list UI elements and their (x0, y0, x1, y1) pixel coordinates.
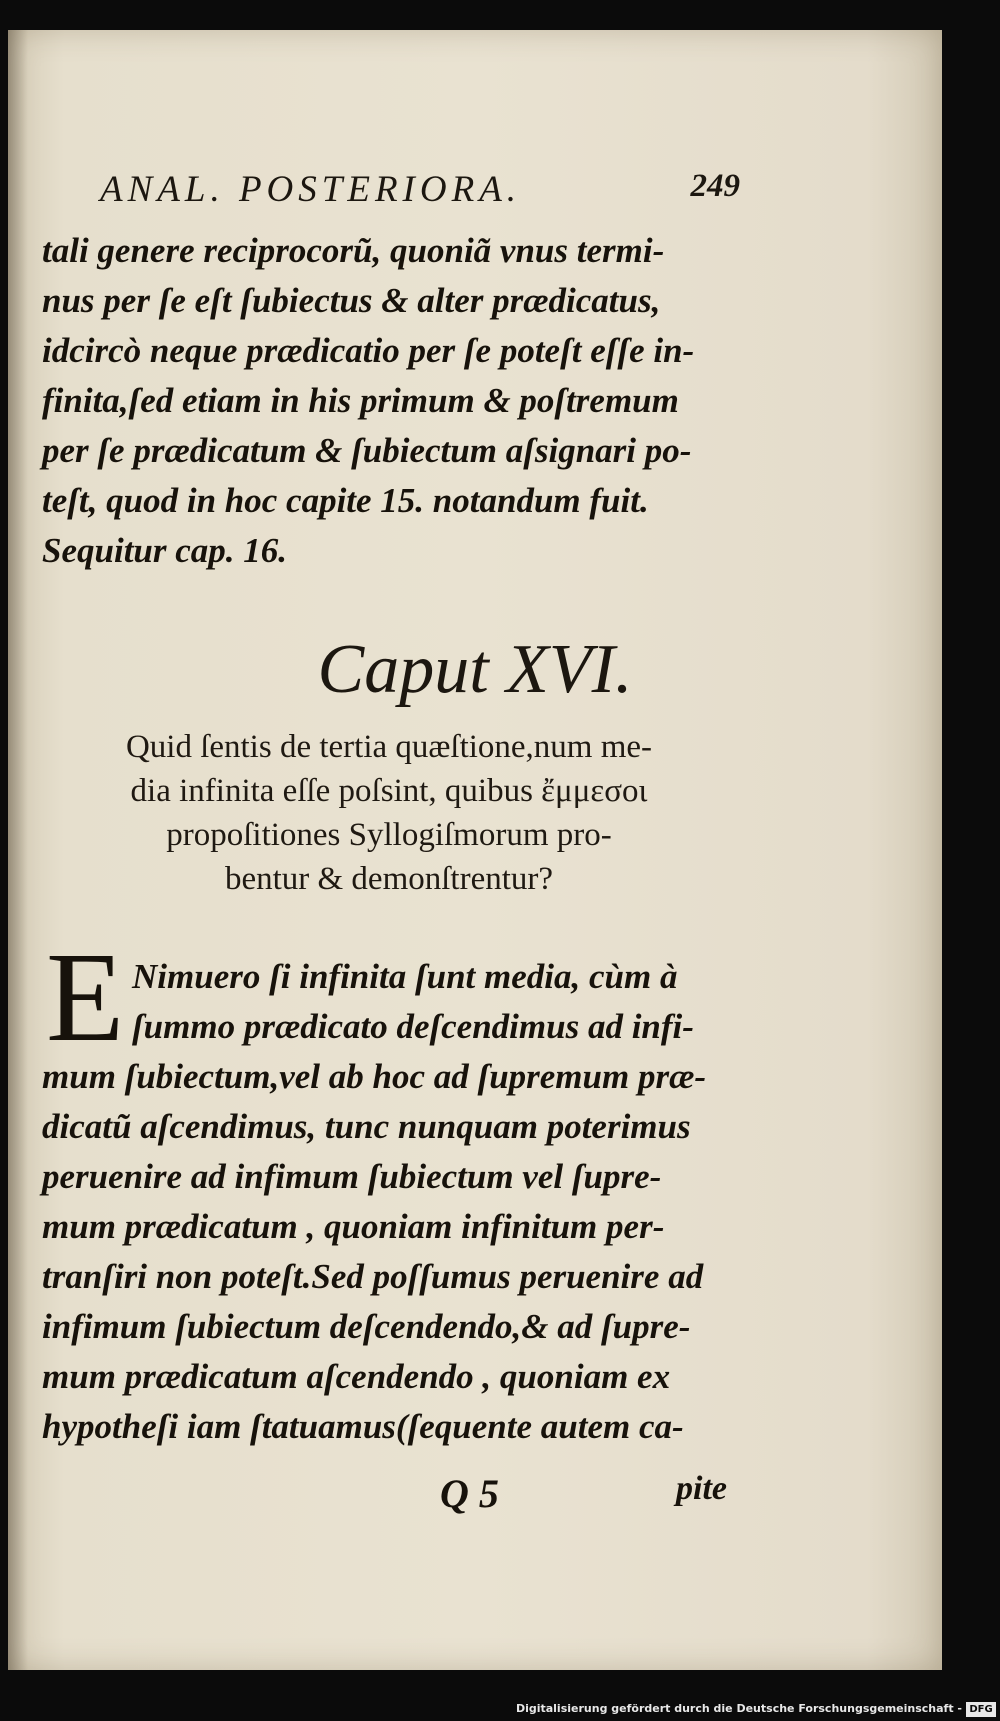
question-line: bentur & demonſtrentur? (224, 861, 554, 897)
text-line: mum prædicatum aſcendendo , quoniam ex (42, 1357, 671, 1396)
credit-bar (0, 1699, 1000, 1721)
text-line: Sequitur cap. 16. (42, 531, 288, 570)
text-line: dicatũ aſcendimus, tunc nunquam poterimus (42, 1107, 691, 1146)
text-line: ſummo prædicato deſcendimus ad infi- (132, 1007, 694, 1046)
text-line: mum prædicatum , quoniam infinitum per- (42, 1207, 665, 1246)
chapter-question (64, 725, 714, 901)
page-header (100, 168, 740, 218)
signature-mark: Q 5 (440, 1471, 499, 1516)
text-line: mum ſubiectum,vel ab hoc ad ſupremum præ- (42, 1057, 707, 1096)
text-line: idcircò neque prædicatio per ſe poteſt eſſe in- (42, 331, 695, 370)
text-line: hypotheſi iam ſtatuamus(ſequente autem ca- (42, 1407, 684, 1446)
text-line: peruenire ad infimum ſubiectum vel ſupre- (42, 1157, 662, 1196)
top-paragraph (42, 226, 752, 576)
dfg-logo: DFG (966, 1702, 996, 1717)
drop-cap: E (46, 926, 125, 1068)
credit-text: Digitalisierung gefördert durch die Deutsche Forschungsgemeinschaft - (515, 1702, 962, 1715)
question-line: propoſitiones Syllogiſmorum pro- (166, 817, 612, 853)
question-line: dia infinita eſſe poſsint, quibus ἔμμεσοι (130, 773, 648, 809)
catchword: pite (676, 1470, 727, 1507)
book-page (8, 30, 942, 1670)
main-paragraph (42, 952, 752, 1452)
question-line: Quid ſentis de tertia quæſtione,num me- (125, 729, 653, 765)
text-line: tali genere reciprocorũ, quoniã vnus termi- (42, 231, 665, 270)
text-line: Nimuero ſi infinita ſunt media, cùm à (132, 957, 678, 996)
running-title: ANAL. POSTERIORA. (100, 169, 522, 210)
text-line: teſt, quod in hoc capite 15. notandum fuit. (42, 481, 649, 520)
text-line: finita,ſed etiam in his primum & poſtremum (42, 381, 679, 420)
text-line: nus per ſe eſt ſubiectus & alter prædicatus, (42, 281, 661, 320)
page-number: 249 (690, 168, 740, 204)
text-line: tranſiri non poteſt.Sed poſſumus peruenire ad (42, 1257, 704, 1296)
chapter-title: Caput XVI. (317, 631, 633, 708)
text-line: per ſe prædicatum & ſubiectum aſsignari po- (42, 431, 692, 470)
text-line: infimum ſubiectum deſcendendo,& ad ſupre- (42, 1307, 691, 1346)
